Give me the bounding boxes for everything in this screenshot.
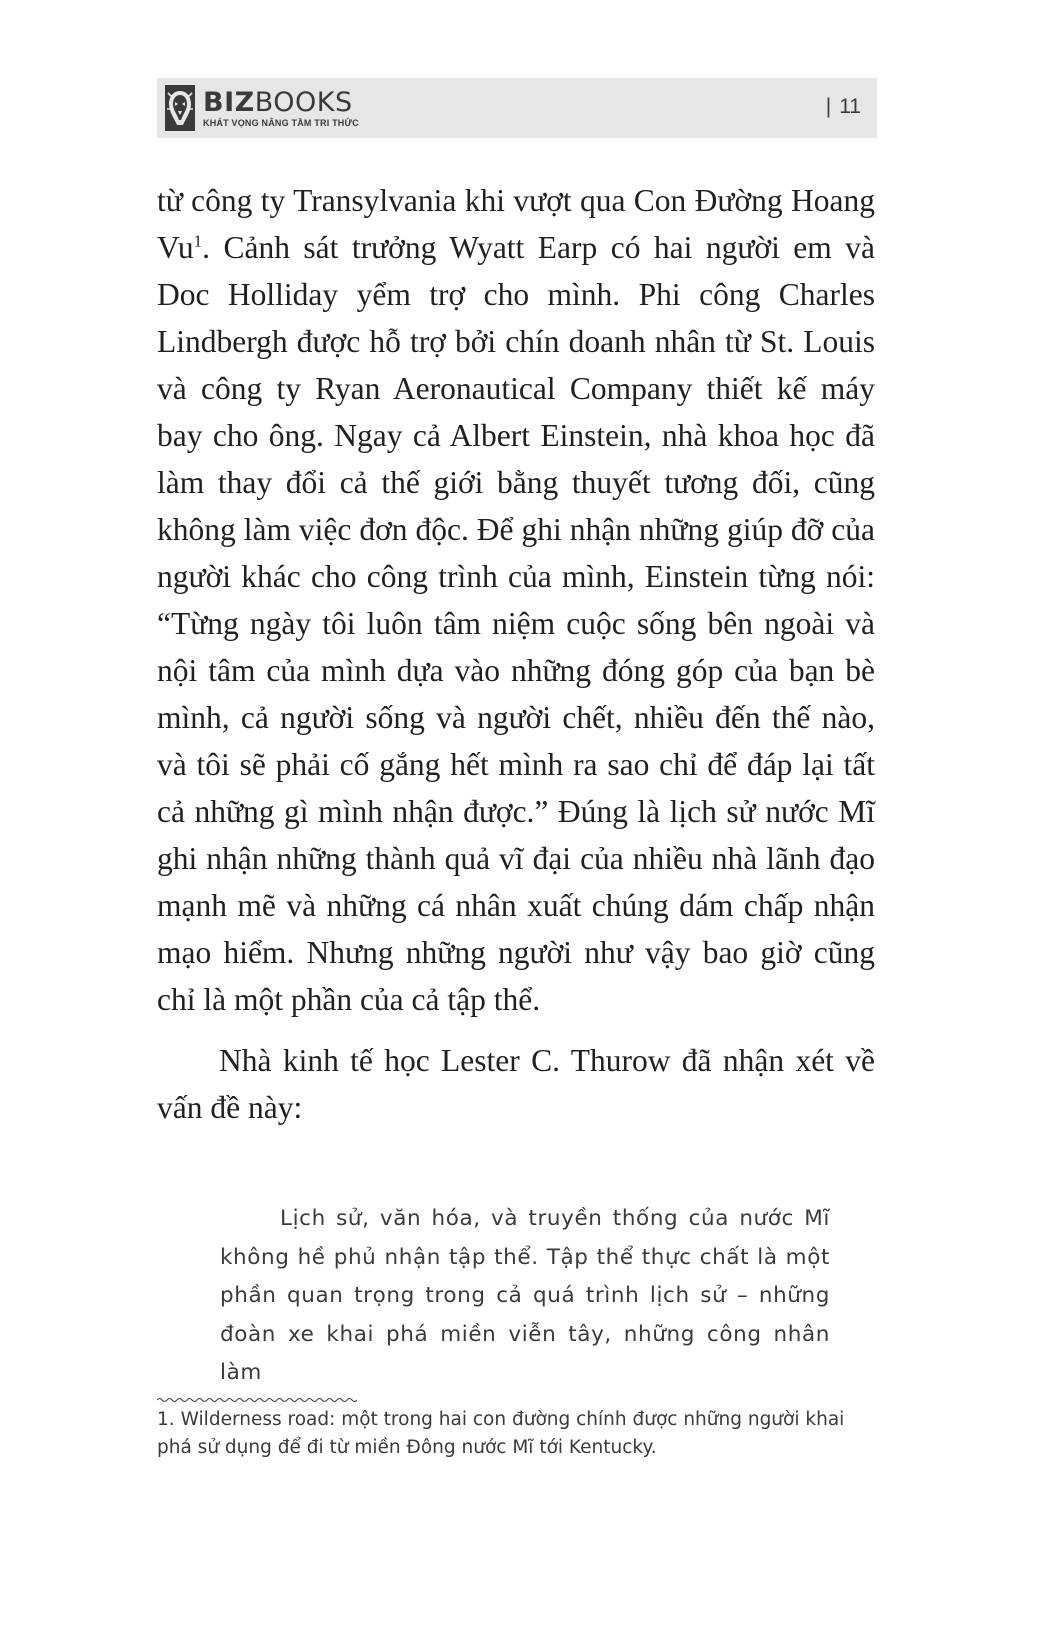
bizbooks-logo bbox=[165, 84, 359, 132]
footnote-reference[interactable]: 1 bbox=[193, 231, 203, 251]
footnote bbox=[157, 1406, 877, 1462]
paragraph-1 bbox=[157, 177, 875, 1023]
page-number bbox=[826, 95, 861, 119]
running-header bbox=[157, 78, 877, 138]
brand-name-bold: BIZ bbox=[203, 86, 255, 118]
brand-name-light: BOOKS bbox=[254, 86, 353, 118]
block-quote-text: Lịch sử, văn hóa, và truyền thống của nước Mĩ không hề phủ nhận tập thể. Tập thể thực chất là một phần quan trọng trong cả quá trình lịch sử – những đoàn xe khai phá miền viễn tây, những công nhân làm bbox=[220, 1206, 830, 1385]
paragraph-1-part-a: từ công ty Transylvania khi vượt qua Con Đường Hoang Vu bbox=[157, 183, 875, 265]
footnote-text: Wilderness road: một trong hai con đường chính được những người khai phá sử dụng để đi từ miền Đông nước Mĩ tới Kentucky. bbox=[157, 1409, 845, 1458]
brand-tagline: KHÁT VỌNG NÂNG TẦM TRI THỨC bbox=[203, 117, 359, 128]
block-quote bbox=[220, 1200, 830, 1393]
main-text bbox=[157, 177, 875, 1131]
footnote-number: 1. bbox=[157, 1409, 175, 1430]
lion-head-icon bbox=[165, 85, 195, 131]
paragraph-2: Nhà kinh tế học Lester C. Thurow đã nhận xét về vấn đề này: bbox=[157, 1043, 875, 1125]
page-number-separator: | bbox=[825, 95, 832, 118]
logo-text bbox=[203, 86, 359, 128]
footnote-divider bbox=[157, 1396, 357, 1404]
paragraph-1-part-b: . Cảnh sát trưởng Wyatt Earp có hai người em và Doc Holliday yểm trợ cho mình. Phi công Charles Lindbergh được hỗ trợ bởi chín doanh nhân từ St. Louis và công ty Ryan Aeronautical Company thiết kế máy bay cho ông. Ngay cả Albert Einstein, nhà khoa học đã làm thay đổi cả thế giới bằng thuyết tương đối, cũng không làm việc đơn độc. Để ghi nhận những giúp đỡ của người khác cho công trình của mình, Einstein từng nói: “Từng ngày tôi luôn tâm niệm cuộc sống bên ngoài và nội tâm của mình dựa vào những đóng góp của bạn bè mình, cả người sống và người chết, nhiều đến thế nào, và tôi sẽ phải cố gắng hết mình ra sao chỉ để đáp lại tất cả những gì mình nhận được.” Đúng là lịch sử nước Mĩ ghi nhận những thành quả vĩ đại của nhiều nhà lãnh đạo mạnh mẽ và những cá nhân xuất chúng dám chấp nhận mạo hiểm. Nhưng những người như vậy bao giờ cũng chỉ là một phần của cả tập thể. bbox=[157, 230, 875, 1017]
brand-name bbox=[203, 86, 359, 118]
footnote-1 bbox=[157, 1406, 877, 1462]
page-number-value: 11 bbox=[839, 95, 861, 118]
